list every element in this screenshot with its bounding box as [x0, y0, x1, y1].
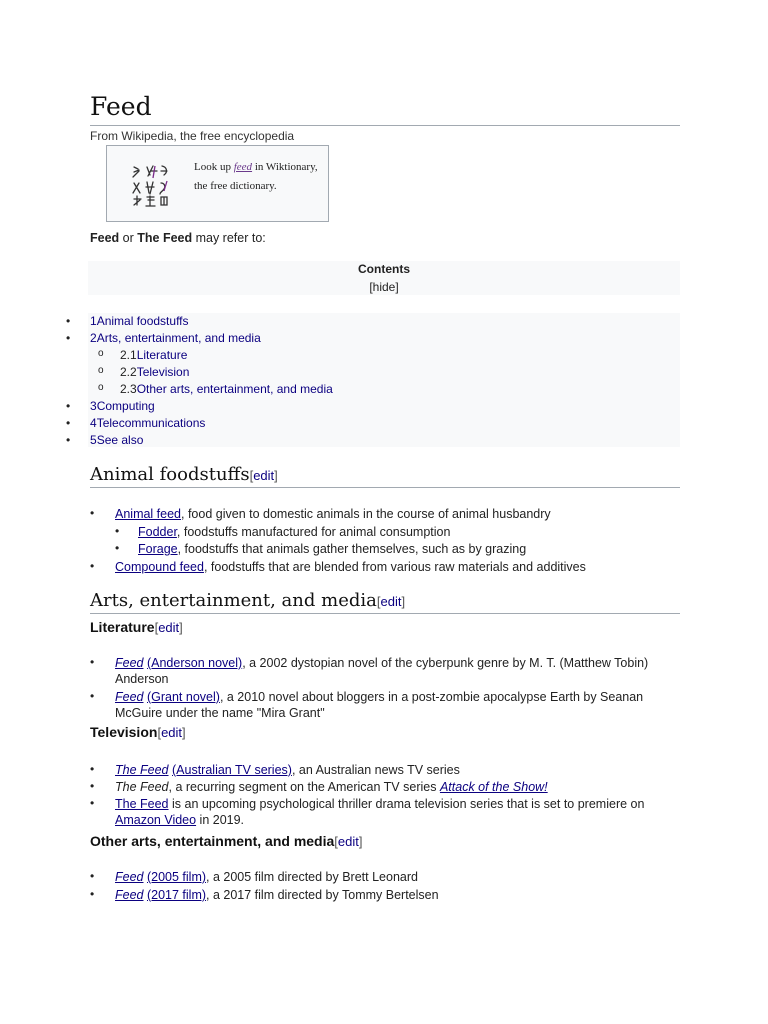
bullet-icon: •: [66, 433, 71, 447]
edit-link[interactable]: edit: [161, 725, 183, 740]
toc-list: [66, 313, 680, 447]
page-title: Feed: [90, 92, 152, 121]
bullet-icon: •: [115, 524, 120, 538]
toc-item[interactable]: 1Animal foodstuffs: [90, 314, 189, 328]
edit-link[interactable]: edit: [253, 468, 275, 483]
circle-bullet-icon: o: [98, 365, 104, 376]
bullet-icon: •: [66, 399, 71, 413]
subsection-heading-television: Television[edit]: [90, 724, 186, 740]
toc-item[interactable]: 4Telecommunications: [90, 416, 206, 430]
list-item: Forage, foodstuffs that animals gather themselves, such as by grazing: [138, 542, 527, 556]
toc-title: Contents: [358, 262, 410, 276]
list-item: Feed (Grant novel), a 2010 novel about bloggers in a post-zombie apocalypse Earth by Seanan McGuire under the name "Mira Grant": [115, 690, 644, 720]
section-divider: [90, 613, 680, 614]
bullet-icon: •: [66, 331, 71, 345]
toc-item[interactable]: 2Arts, entertainment, and media: [90, 331, 261, 345]
bullet-icon: •: [115, 541, 120, 555]
bullet-icon: •: [66, 416, 71, 430]
list-item: The Feed (Australian TV series), an Australian news TV series: [115, 763, 460, 777]
bullet-icon: •: [90, 559, 95, 573]
bullet-icon: •: [90, 869, 95, 883]
circle-bullet-icon: o: [98, 348, 104, 359]
list-item: Animal feed, food given to domestic animals in the course of animal husbandry: [115, 507, 551, 521]
toc-item[interactable]: 3Computing: [90, 399, 155, 413]
list-item: Feed (2005 film), a 2005 film directed by Brett Leonard: [115, 870, 418, 884]
bullet-icon: •: [66, 314, 71, 328]
wiktionary-logo-icon: [131, 163, 177, 207]
bullet-icon: •: [90, 689, 95, 703]
toc-header: [88, 261, 680, 295]
bullet-icon: •: [90, 887, 95, 901]
toc-item[interactable]: 2.1Literature: [120, 348, 188, 362]
wiktionary-box: [106, 145, 329, 222]
section-divider: [90, 487, 680, 488]
subsection-heading-other: Other arts, entertainment, and media[edit]: [90, 833, 363, 849]
page-subtitle: From Wikipedia, the free encyclopedia: [90, 129, 295, 143]
section-heading-arts: Arts, entertainment, and media[edit]: [90, 590, 406, 611]
wiktionary-feed-link[interactable]: feed: [233, 161, 253, 173]
toc-item[interactable]: 5See also: [90, 433, 144, 447]
circle-bullet-icon: o: [98, 382, 104, 393]
list-item: Feed (2017 film), a 2017 film directed by Tommy Bertelsen: [115, 888, 439, 902]
wiktionary-text: Look up feed in Wiktionary, the free dictionary.: [194, 161, 318, 192]
bullet-icon: •: [90, 779, 95, 793]
list-item: Feed (Anderson novel), a 2002 dystopian novel of the cyberpunk genre by M. T. (Matthew Tobin) Anderson: [115, 656, 649, 686]
list-item: Compound feed, foodstuffs that are blended from various raw materials and additives: [115, 560, 586, 574]
bullet-icon: •: [90, 506, 95, 520]
intro-paragraph: Feed or The Feed may refer to:: [90, 231, 266, 245]
list-item: Fodder, foodstuffs manufactured for animal consumption: [138, 525, 451, 539]
section-heading-animal-foodstuffs: Animal foodstuffs[edit]: [90, 464, 278, 485]
toc-hide-toggle[interactable]: [hide]: [369, 280, 399, 294]
list-item: The Feed, a recurring segment on the American TV series Attack of the Show!: [115, 780, 548, 794]
toc-item[interactable]: 2.2Television: [120, 365, 190, 379]
bullet-icon: •: [90, 655, 95, 669]
list-item: The Feed is an upcoming psychological thriller drama television series that is set to premiere on Amazon Video in 2019.: [115, 797, 645, 827]
subsection-heading-literature: Literature[edit]: [90, 619, 183, 635]
toc-item[interactable]: 2.3Other arts, entertainment, and media: [120, 382, 333, 396]
bullet-icon: •: [90, 762, 95, 776]
bullet-icon: •: [90, 796, 95, 810]
edit-link[interactable]: edit: [158, 620, 180, 635]
title-divider: [90, 125, 680, 126]
edit-link[interactable]: edit: [337, 834, 359, 849]
edit-link[interactable]: edit: [380, 594, 402, 609]
